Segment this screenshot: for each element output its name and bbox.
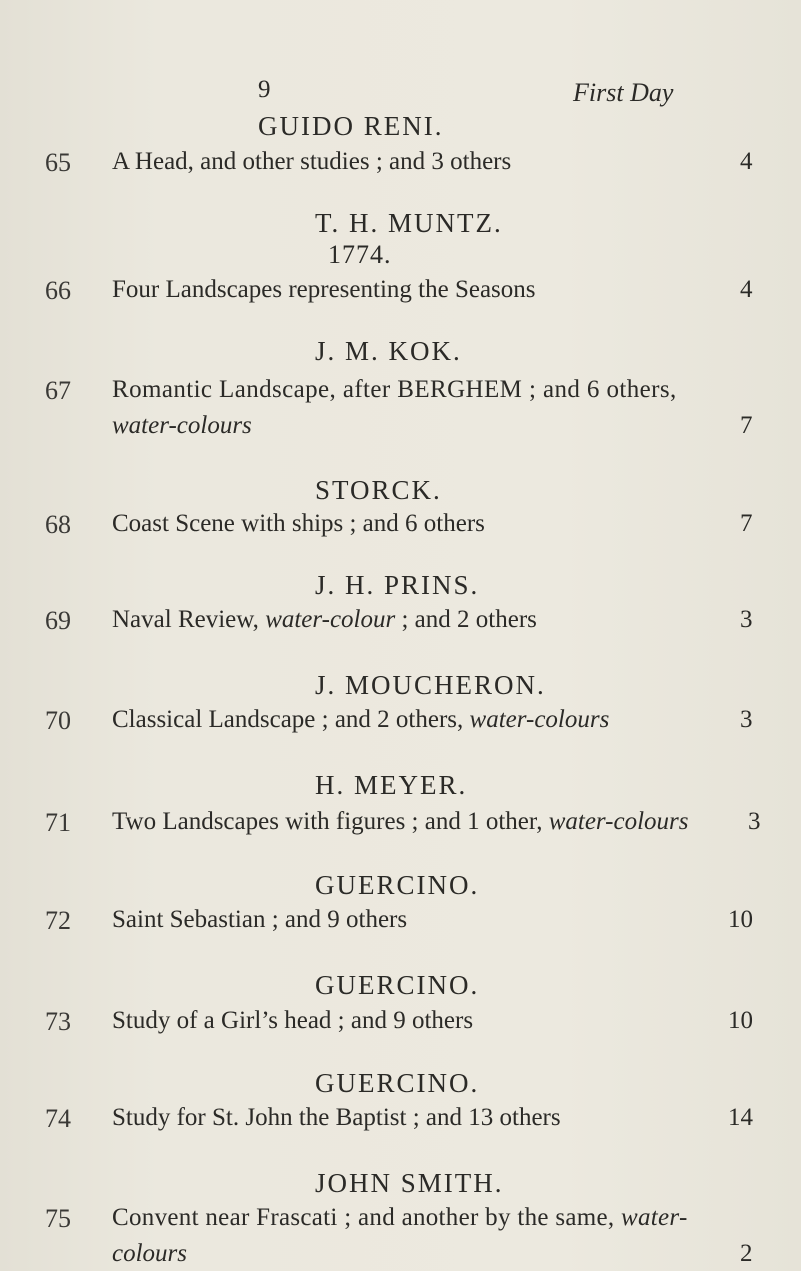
lot-quantity: 7 xyxy=(740,510,753,537)
artist-name: T. H. MUNTZ. xyxy=(315,208,503,238)
desc-medium: water- xyxy=(621,1204,688,1231)
lot-description: A Head, and other studies ; and 3 others xyxy=(112,148,512,175)
lot-description-continued: water-colours xyxy=(112,412,252,439)
lot-description xyxy=(112,706,609,734)
desc-medium: water-colours xyxy=(469,706,610,733)
lot-number: 67 xyxy=(45,376,71,405)
lot-quantity: 2 xyxy=(740,1240,753,1267)
desc-part: Two Landscapes with figures ; and 1 other, xyxy=(112,808,549,835)
lot-quantity: 10 xyxy=(728,906,753,933)
lot-description: Coast Scene with ships ; and 6 others xyxy=(112,510,485,537)
lot-quantity: 10 xyxy=(728,1007,753,1034)
lot-quantity: 4 xyxy=(740,148,753,175)
lot-quantity: 3 xyxy=(740,606,753,633)
desc-part: Convent near Frascati ; and another by the same, xyxy=(112,1204,621,1231)
lot-number: 70 xyxy=(45,706,71,735)
lot-number: 73 xyxy=(45,1007,71,1036)
artist-name: GUERCINO. xyxy=(315,870,480,900)
artist-name: JOHN SMITH. xyxy=(315,1168,504,1198)
lot-description: Study of a Girl’s head ; and 9 others xyxy=(112,1007,474,1034)
artist-name: J. MOUCHERON. xyxy=(315,670,546,700)
artist-year: 1774. xyxy=(328,240,392,269)
page-number: 9 xyxy=(258,76,271,103)
lot-description xyxy=(112,606,537,634)
lot-number: 71 xyxy=(45,808,71,837)
desc-medium: water-colours xyxy=(548,808,689,835)
lot-number: 75 xyxy=(45,1204,71,1233)
desc-medium: water-colour xyxy=(265,606,396,633)
lot-quantity: 3 xyxy=(740,706,753,733)
artist-name: GUIDO RENI. xyxy=(258,111,444,141)
lot-description: Four Landscapes representing the Seasons xyxy=(112,276,536,303)
lot-description: Saint Sebastian ; and 9 others xyxy=(112,906,408,933)
lot-description xyxy=(112,808,689,836)
lot-number: 69 xyxy=(45,606,71,635)
desc-part: Classical Landscape ; and 2 others, xyxy=(112,706,470,733)
lot-quantity: 14 xyxy=(728,1104,753,1131)
artist-name: GUERCINO. xyxy=(315,970,480,1000)
lot-quantity: 4 xyxy=(740,276,753,303)
desc-part: ; and 2 others xyxy=(395,606,537,633)
desc-part: Naval Review, xyxy=(112,606,266,633)
lot-number: 68 xyxy=(45,510,71,539)
lot-description: Romantic Landscape, after BERGHEM ; and 6 others, xyxy=(112,376,677,403)
artist-name: J. M. KOK. xyxy=(315,336,462,366)
sale-day-heading: First Day xyxy=(573,78,674,107)
artist-name: H. MEYER. xyxy=(315,770,468,800)
artist-name: J. H. PRINS. xyxy=(315,570,480,600)
lot-number: 72 xyxy=(45,906,71,935)
artist-name: STORCK. xyxy=(315,475,442,505)
lot-quantity: 7 xyxy=(740,412,753,439)
lot-description: Study for St. John the Baptist ; and 13 others xyxy=(112,1104,561,1131)
lot-number: 66 xyxy=(45,276,71,305)
lot-quantity: 3 xyxy=(748,808,761,835)
lot-number: 65 xyxy=(45,148,71,177)
lot-description xyxy=(112,1204,688,1232)
artist-name: GUERCINO. xyxy=(315,1068,480,1098)
lot-number: 74 xyxy=(45,1104,71,1133)
lot-description-continued: colours xyxy=(112,1240,187,1267)
